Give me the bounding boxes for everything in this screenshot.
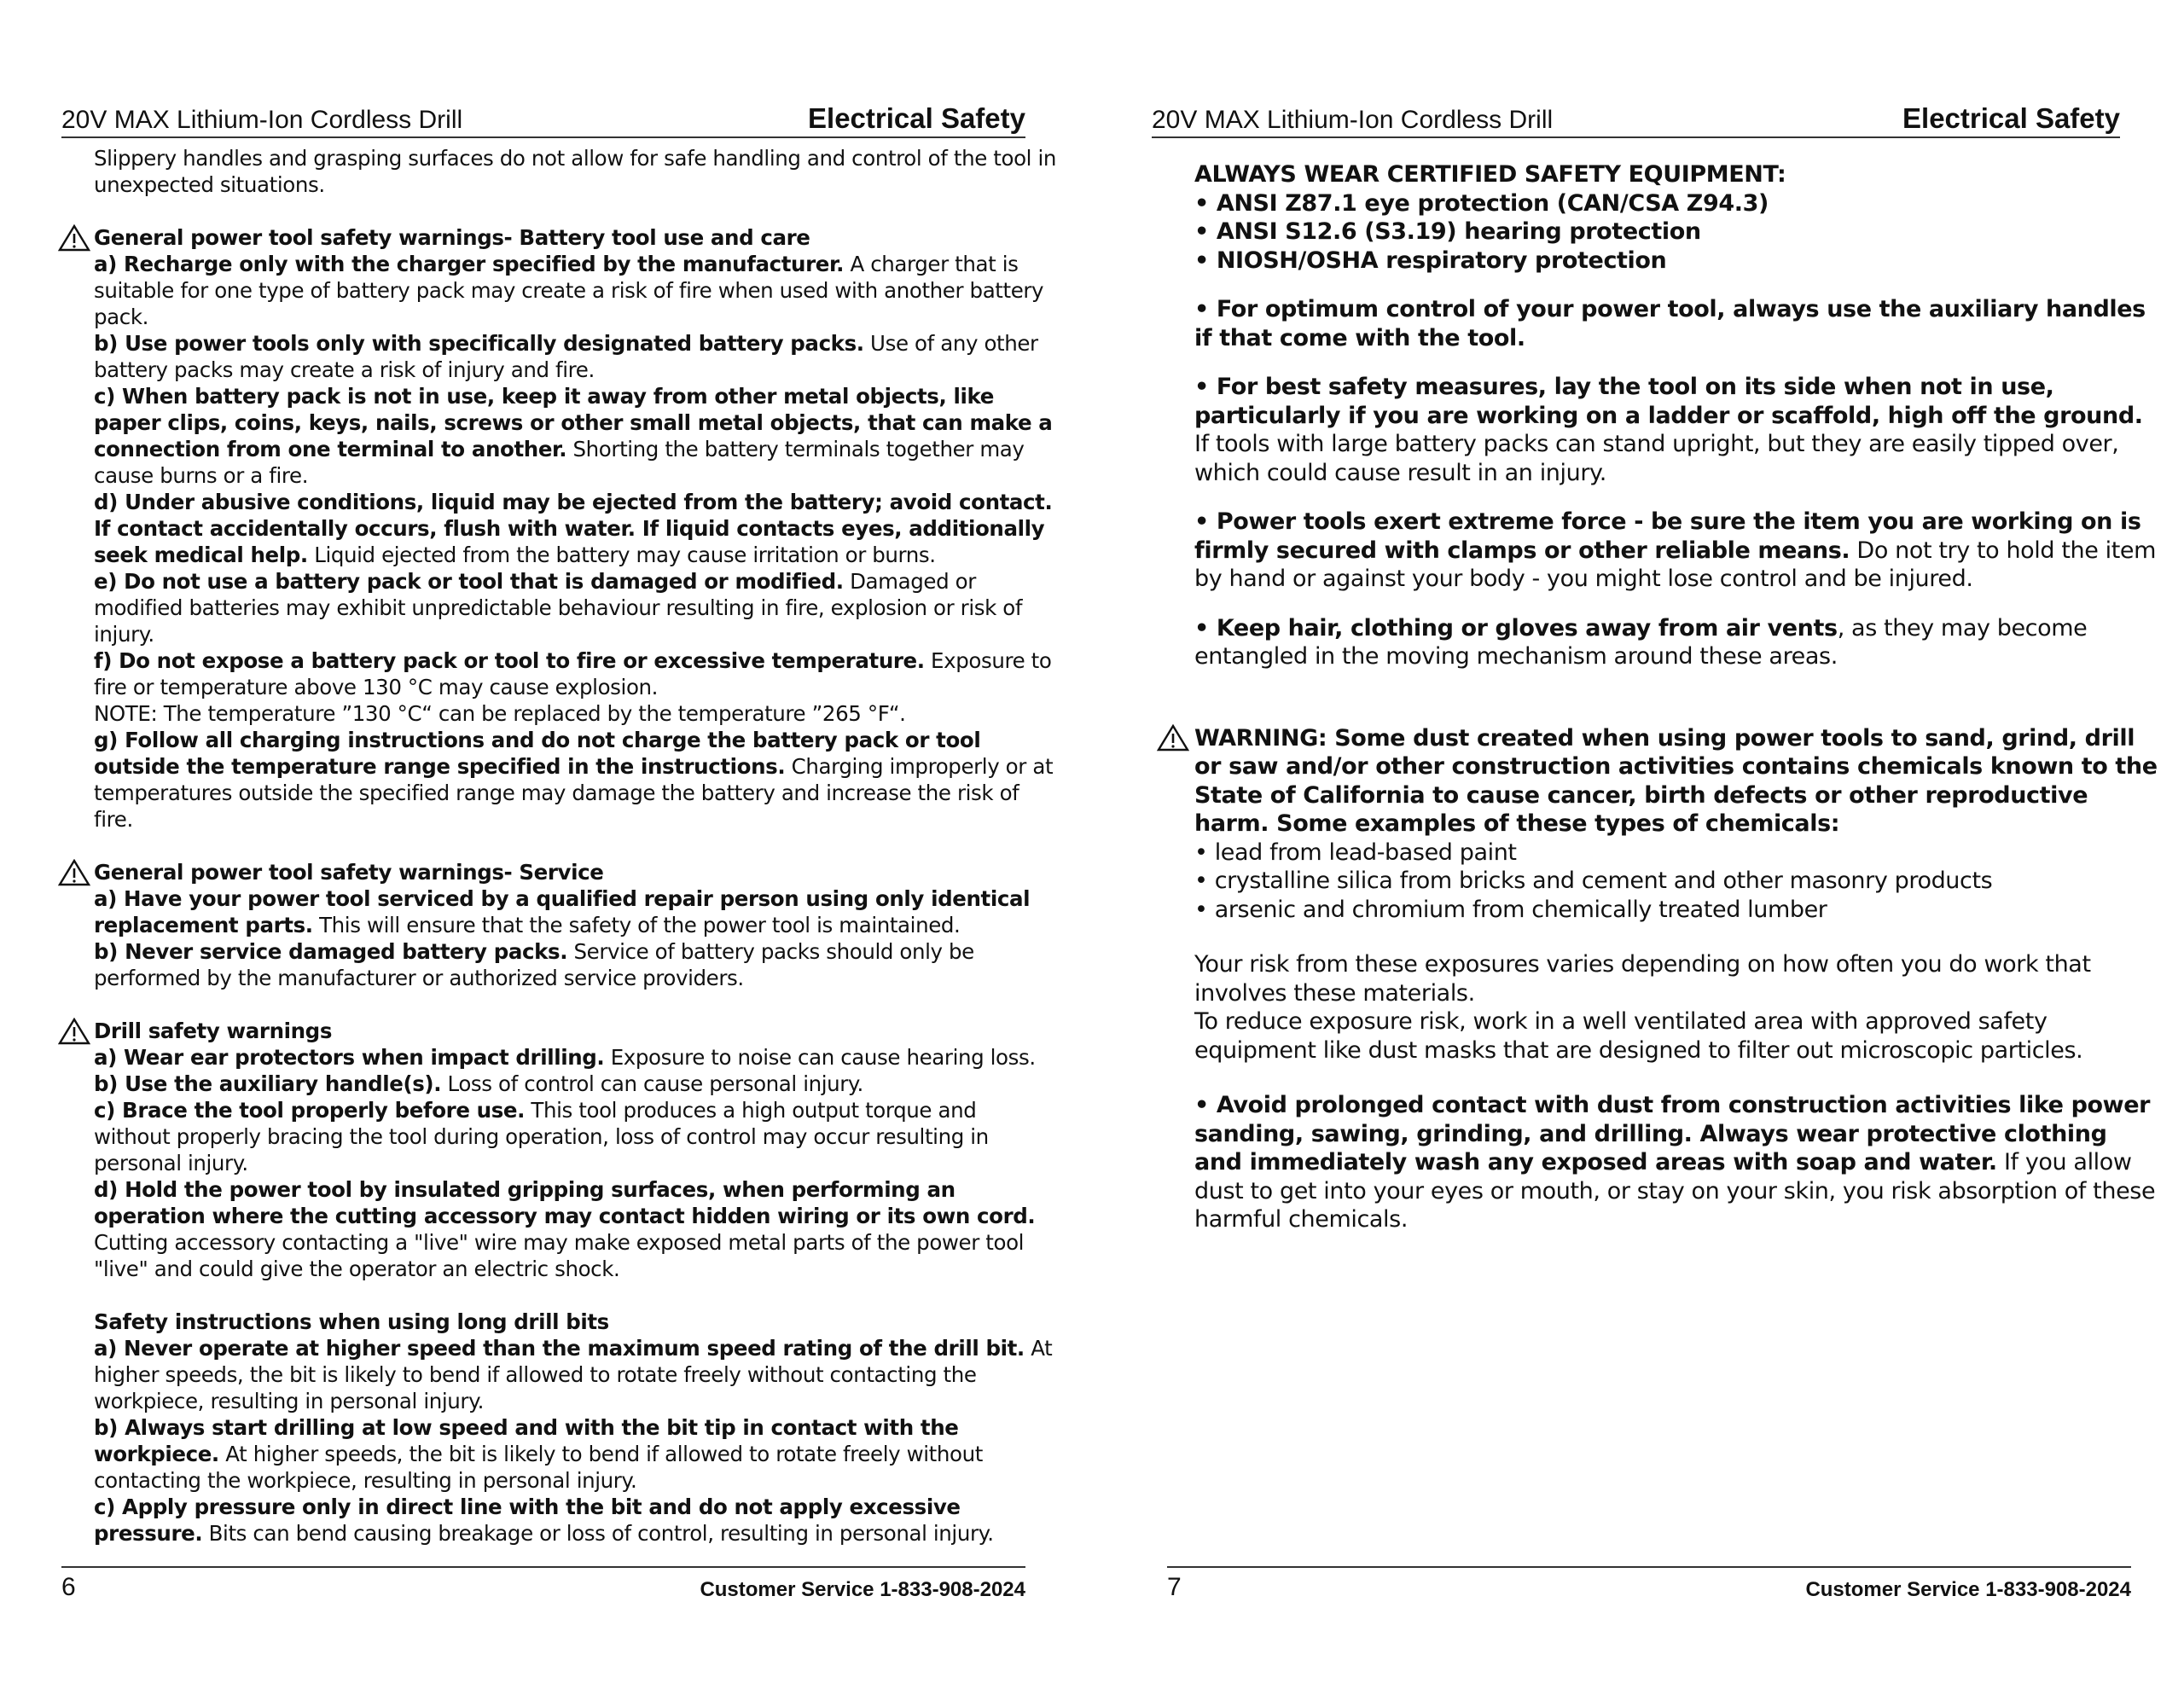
header-section: Electrical Safety	[808, 102, 1025, 134]
left-body	[94, 145, 1058, 1547]
long-bits-section	[94, 1309, 1058, 1547]
chemical-item: • lead from lead-based paint	[1194, 839, 1517, 866]
right-page	[1092, 0, 2184, 1689]
battery-section	[94, 224, 1058, 833]
equipment-heading: ALWAYS WEAR CERTIFIED SAFETY EQUIPMENT:	[1194, 161, 1786, 188]
battery-note: NOTE: The temperature ”130 °C“ can be replaced by the temperature ”265 °F“.	[94, 701, 906, 726]
side-paragraph: • For best safety measures, lay the tool on its side when not in use, particularly if you are working on a ladder or scaffold, high off the ground. If tools with large battery packs can stand upright, but they are easily tipped over, which could cause result in an injury.	[1194, 374, 2143, 486]
service-item-b: b) Never service damaged battery packs. Service of battery packs should only be performed by the manufacturer or authorized service providers.	[94, 939, 974, 990]
hair-paragraph: • Keep hair, clothing or gloves away from air vents, as they may become entangled in the moving mechanism around these areas.	[1194, 614, 2088, 670]
longbits-item-a: a) Never operate at higher speed than the maximum speed rating of the drill bit. At higher speeds, the bit is likely to bend if allowed to rotate freely without contacting the workpiece, resulting in personal injury.	[94, 1336, 1053, 1413]
longbits-item-b: b) Always start drilling at low speed and with the bit tip in contact with the workpiece. At higher speeds, the bit is likely to bend if allowed to rotate freely without contacting the workpiece, resulting in personal injury.	[94, 1415, 983, 1493]
equipment-block	[1194, 160, 2158, 275]
battery-item-e: e) Do not use a battery pack or tool that is damaged or modified. Damaged or modified batteries may exhibit unpredictable behaviour resulting in fire, explosion or risk of injury.	[94, 569, 1023, 647]
right-body	[1194, 160, 2158, 1234]
battery-item-g: g) Follow all charging instructions and do not charge the battery pack or tool outside the temperature range specified in the instructions. Charging improperly or at temperatures outside the specified range may damage the battery and increase the risk of fire.	[94, 728, 1054, 832]
chemical-item: • arsenic and chromium from chemically treated lumber	[1194, 896, 1827, 923]
warning-text: WARNING: Some dust created when using power tools to sand, grind, drill or saw and/or other construction activities contains chemicals known to the State of California to cause cancer, birth defects or other reproductive harm. Some examples of these types of chemicals:	[1194, 724, 2158, 837]
risk-paragraph-1: Your risk from these exposures varies depending on how often you do work that involves these materials.	[1194, 951, 2091, 1007]
force-paragraph: • Power tools exert extreme force - be sure the item you are working on is firmly secured with clamps or other reliable means. Do not try to hold the item by hand or against your body - you might lose control and be injured.	[1194, 508, 2157, 592]
drill-item-b: b) Use the auxiliary handle(s). Loss of control can cause personal injury.	[94, 1071, 863, 1096]
drill-section	[94, 1018, 1058, 1282]
customer-service: Customer Service 1-833-908-2024	[1805, 1578, 2131, 1601]
battery-item-c: c) When battery pack is not in use, keep it away from other metal objects, like paper clips, coins, keys, nails, screws or other small metal objects, that can make a connection from one terminal to another. Shorting the battery terminals together may cause burns or a fire.	[94, 384, 1053, 488]
section-heading: General power tool safety warnings- Battery tool use and care	[94, 225, 810, 250]
dust-paragraph: • Avoid prolonged contact with dust from construction activities like power sanding, sawing, grinding, and drilling. Always wear protective clothing and immediately wash any exposed areas with soap and water. If you allow dust to get into your eyes or mouth, or stay on your skin, you risk absorption of these harmful chemicals.	[1194, 1092, 2156, 1233]
risk-paragraph-2: To reduce exposure risk, work in a well ventilated area with approved safety equipment like dust masks that are designed to filter out microscopic particles.	[1194, 1008, 2083, 1064]
longbits-item-c: c) Apply pressure only in direct line with the bit and do not apply excessive pressure. Bits can bend causing breakage or loss of control, resulting in personal injury.	[94, 1495, 994, 1546]
battery-item-d: d) Under abusive conditions, liquid may be ejected from the battery; avoid contact. If contact accidentally occurs, flush with water. If liquid contacts eyes, additionally seek medical help. Liquid ejected from the battery may cause irritation or burns.	[94, 490, 1053, 567]
page-number: 7	[1167, 1573, 1182, 1601]
service-item-a: a) Have your power tool serviced by a qualified repair person using only identical replacement parts. This will ensure that the safety of the power tool is maintained.	[94, 886, 1031, 937]
page-footer	[61, 1566, 1025, 1602]
page-footer	[1167, 1566, 2131, 1602]
header-title: 20V MAX Lithium-Ion Cordless Drill	[61, 106, 463, 134]
equipment-item: • NIOSH/OSHA respiratory protection	[1194, 247, 1667, 274]
drill-item-c: c) Brace the tool properly before use. This tool produces a high output torque and without properly bracing the tool during operation, loss of control may occur resulting in personal injury.	[94, 1098, 989, 1175]
warning-triangle-icon	[58, 1018, 90, 1045]
intro-paragraph: Slippery handles and grasping surfaces do not allow for safe handling and control of the tool in unexpected situations.	[94, 146, 1056, 197]
customer-service: Customer Service 1-833-908-2024	[700, 1578, 1025, 1601]
battery-item-f: f) Do not expose a battery pack or tool to fire or excessive temperature. Exposure to fire or temperature above 130 °C may cause explosion.	[94, 648, 1052, 699]
page-header	[61, 92, 1025, 138]
header-title: 20V MAX Lithium-Ion Cordless Drill	[1152, 106, 1554, 134]
warning-triangle-icon	[1157, 724, 1189, 752]
section-heading: Drill safety warnings	[94, 1019, 332, 1043]
battery-item-b: b) Use power tools only with specifically designated battery packs. Use of any other battery packs may create a risk of injury and fire.	[94, 331, 1038, 382]
battery-item-a: a) Recharge only with the charger specified by the manufacturer. A charger that is suitable for one type of battery pack may create a risk of fire when used with another battery pack.	[94, 252, 1044, 329]
page-header	[1152, 92, 2120, 138]
service-section	[94, 859, 1058, 991]
section-heading: General power tool safety warnings- Service	[94, 860, 604, 885]
warning-triangle-icon	[58, 224, 90, 252]
aux-handle-paragraph: • For optimum control of your power tool, always use the auxiliary handles if that come with the tool.	[1194, 296, 2146, 351]
section-heading: Safety instructions when using long drill bits	[94, 1309, 609, 1334]
california-warning	[1194, 724, 2158, 925]
equipment-item: • ANSI Z87.1 eye protection (CAN/CSA Z94.3)	[1194, 189, 1769, 217]
drill-item-a: a) Wear ear protectors when impact drilling. Exposure to noise can cause hearing loss.	[94, 1045, 1036, 1070]
drill-item-d: d) Hold the power tool by insulated gripping surfaces, when performing an operation where the cutting accessory may contact hidden wiring or its own cord. Cutting accessory contacting a "live" wire may make exposed metal parts of the power tool "live" and could give the operator an electric shock.	[94, 1177, 1036, 1281]
page-number: 6	[61, 1573, 76, 1601]
warning-triangle-icon	[58, 859, 90, 886]
header-section: Electrical Safety	[1902, 102, 2120, 134]
chemical-item: • crystalline silica from bricks and cement and other masonry products	[1194, 868, 1993, 894]
equipment-item: • ANSI S12.6 (S3.19) hearing protection	[1194, 218, 1701, 245]
